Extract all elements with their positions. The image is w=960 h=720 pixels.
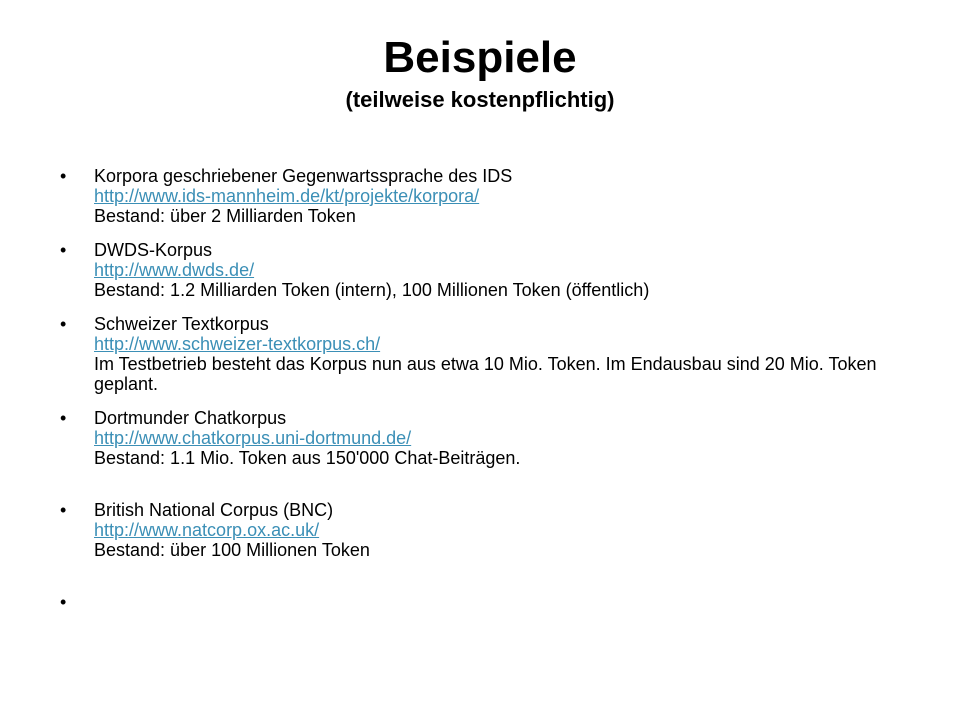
slide-subtitle: (teilweise kostenpflichtig) xyxy=(345,87,615,112)
slide-title: Beispiele xyxy=(383,33,577,82)
corpus-link[interactable]: http://www.ids-mannheim.de/kt/projekte/korpora/ xyxy=(94,186,480,206)
corpus-link[interactable]: http://www.chatkorpus.uni-dortmund.de/ xyxy=(94,428,412,448)
corpus-description: Bestand: über 2 Milliarden Token xyxy=(94,206,356,226)
corpus-link[interactable]: http://www.natcorp.ox.ac.uk/ xyxy=(94,520,320,540)
corpus-description: Bestand: über 100 Millionen Token xyxy=(94,540,370,560)
bullet-icon: • xyxy=(60,408,67,428)
corpus-link[interactable]: http://www.schweizer-textkorpus.ch/ xyxy=(94,334,381,354)
list-item xyxy=(60,314,910,394)
corpus-name: British National Corpus (BNC) xyxy=(94,500,334,520)
bullet-icon: • xyxy=(60,592,67,612)
corpus-name: Schweizer Textkorpus xyxy=(94,314,269,334)
bullet-icon: • xyxy=(60,240,67,260)
corpus-name: Korpora geschriebener Gegenwartssprache des IDS xyxy=(94,166,513,186)
corpus-link[interactable]: http://www.dwds.de/ xyxy=(94,260,255,280)
corpus-description: Bestand: 1.1 Mio. Token aus 150'000 Chat-Beiträgen. xyxy=(94,448,521,468)
empty-list-item xyxy=(60,592,910,612)
list-item xyxy=(60,500,910,560)
bullet-icon: • xyxy=(60,500,67,520)
corpus-name: Dortmunder Chatkorpus xyxy=(94,408,287,428)
corpus-description: Im Testbetrieb besteht das Korpus nun aus etwa 10 Mio. Token. Im Endausbau sind 20 Mio. Token geplant. xyxy=(94,354,877,394)
title-block xyxy=(0,30,960,114)
bullet-icon: • xyxy=(60,166,67,186)
bullet-list xyxy=(60,166,910,626)
list-item xyxy=(60,240,910,300)
list-item xyxy=(60,166,910,226)
corpus-description: Bestand: 1.2 Milliarden Token (intern), 100 Millionen Token (öffentlich) xyxy=(94,280,650,300)
list-item xyxy=(60,408,910,468)
bullet-icon: • xyxy=(60,314,67,334)
corpus-name: DWDS-Korpus xyxy=(94,240,213,260)
